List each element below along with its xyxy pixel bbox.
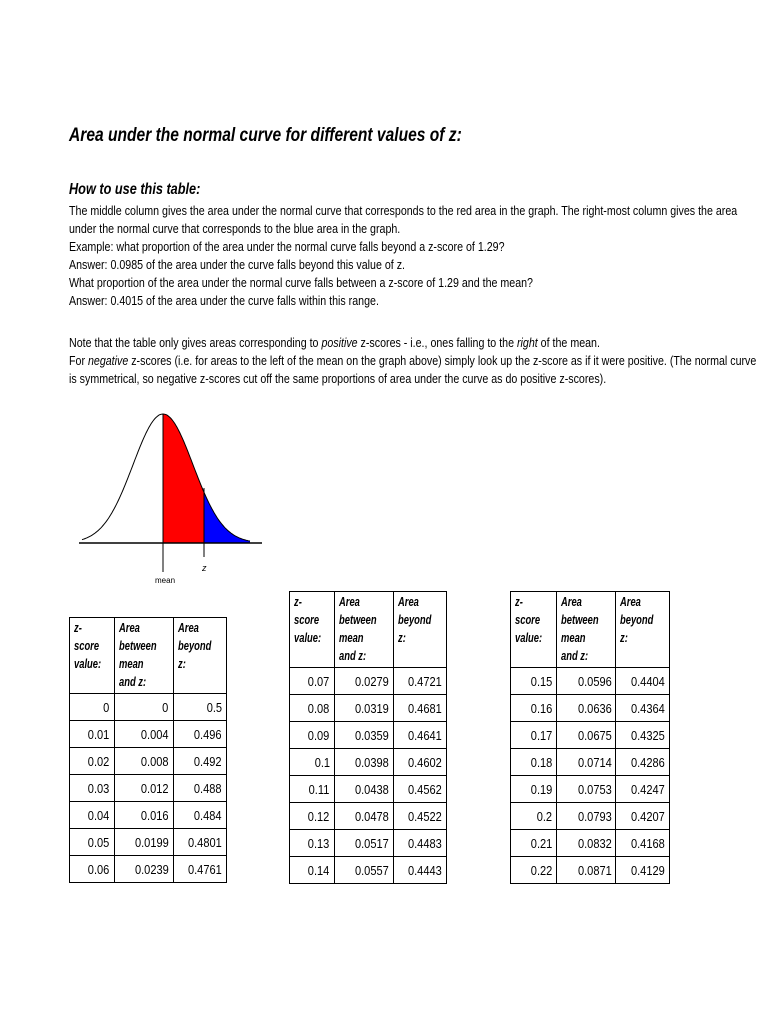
area-beyond-cell xyxy=(393,776,446,803)
zscore-cell xyxy=(511,830,557,857)
cell-value: 0.0557 xyxy=(354,862,389,878)
header-line: z-score xyxy=(74,620,100,653)
area-between-cell xyxy=(557,857,616,884)
header-line: z-score xyxy=(515,594,541,627)
table-row xyxy=(511,722,670,749)
area-between-column-header xyxy=(114,618,173,694)
cell-value: 0.0753 xyxy=(577,781,612,797)
area-between-cell xyxy=(114,775,173,802)
cell-value: 0.19 xyxy=(530,781,553,797)
cell-value: 0.4443 xyxy=(408,862,442,878)
cell-value: 0.01 xyxy=(88,726,110,742)
area-between-column-header xyxy=(334,592,393,668)
area-beyond-cell xyxy=(616,722,670,749)
cell-value: 0.4483 xyxy=(408,835,442,851)
header-line: and z: xyxy=(118,674,146,689)
cell-value: 0.008 xyxy=(141,753,169,769)
area-beyond-cell xyxy=(616,749,670,776)
area-between-cell xyxy=(557,722,616,749)
table-row xyxy=(70,721,227,748)
text-line xyxy=(69,352,756,370)
cell-value: 0.4207 xyxy=(631,808,665,824)
header-text xyxy=(339,593,383,665)
header-line: beyond xyxy=(177,638,212,653)
table-row xyxy=(70,748,227,775)
table-row xyxy=(290,668,447,695)
cell-value: 0.004 xyxy=(141,726,169,742)
header-line: mean xyxy=(338,630,364,645)
cell-value: 0.0871 xyxy=(577,862,612,878)
area-between-cell xyxy=(334,668,393,695)
table-row xyxy=(290,857,447,884)
header-text xyxy=(515,593,548,647)
header-line: beyond xyxy=(397,612,432,627)
zscore-cell xyxy=(290,668,335,695)
area-beyond-cell xyxy=(173,856,226,883)
zscore-column-header xyxy=(70,618,115,694)
zscore-column-header xyxy=(511,592,557,668)
area-between-cell xyxy=(334,749,393,776)
area-beyond-cell xyxy=(616,830,670,857)
cell-value: 0.12 xyxy=(308,808,330,824)
cell-value: 0.4404 xyxy=(631,673,665,689)
table-row xyxy=(290,749,447,776)
cell-value: 0.4522 xyxy=(408,808,442,824)
cell-value: 0.0832 xyxy=(577,835,612,851)
text-line: Example: what proportion of the area under the normal curve falls beyond a z-score of 1.29? xyxy=(69,239,505,254)
text-line: under the normal curve that corresponds to the blue area in the graph. xyxy=(69,221,401,236)
zscore-cell xyxy=(290,722,335,749)
cell-value: 0.4286 xyxy=(631,754,665,770)
cell-value: 0.4364 xyxy=(631,700,665,716)
cell-value: 0 xyxy=(162,699,169,715)
header-line: and z: xyxy=(338,648,366,663)
zscore-cell xyxy=(511,803,557,830)
text-segment: of the mean. xyxy=(537,335,600,350)
emphasis-text: positive xyxy=(321,335,358,350)
table-row xyxy=(511,695,670,722)
text-line xyxy=(69,334,756,352)
header-line: beyond xyxy=(620,612,654,627)
cell-value: 0.012 xyxy=(141,780,169,796)
header-text xyxy=(74,619,106,673)
cell-value: 0.496 xyxy=(194,726,222,742)
z-table-3 xyxy=(510,591,670,884)
zscore-cell xyxy=(290,830,335,857)
table-row xyxy=(511,857,670,884)
zscore-cell xyxy=(70,694,115,721)
area-between-cell xyxy=(114,802,173,829)
table-header-row xyxy=(290,592,447,668)
text-segment: z-scores (i.e. for areas to the left of the mean on the graph above) simply look up the z-score as if it were positive. (The normal curve xyxy=(128,353,757,368)
header-line: mean xyxy=(118,656,144,671)
area-beyond-cell xyxy=(173,802,226,829)
header-line: z: xyxy=(620,630,629,645)
text-line: The middle column gives the area under the normal curve that corresponds to the red area in the graph. The right-most column gives the area xyxy=(69,203,738,218)
area-between-cell xyxy=(334,695,393,722)
header-line: between xyxy=(561,612,599,627)
zscore-cell xyxy=(511,668,557,695)
area-beyond-cell xyxy=(616,668,670,695)
cell-value: 0.4641 xyxy=(408,727,442,743)
emphasis-text: negative xyxy=(87,353,129,368)
normal-curve-graph xyxy=(68,402,268,592)
area-between-cell xyxy=(114,721,173,748)
area-beyond-cell xyxy=(393,857,446,884)
header-line: between xyxy=(338,612,377,627)
area-beyond-cell xyxy=(173,748,226,775)
area-beyond-cell xyxy=(393,695,446,722)
header-line: Area xyxy=(177,620,199,635)
header-line: z-score xyxy=(294,594,320,627)
cell-value: 0.4325 xyxy=(631,727,665,743)
cell-value: 0.016 xyxy=(141,807,169,823)
header-line: and z: xyxy=(561,648,589,663)
section-heading: How to use this table: xyxy=(69,181,201,198)
zscore-cell xyxy=(70,775,115,802)
text-line: is symmetrical, so negative z-scores cut off the same proportions of area under the curve as do positive z-scores). xyxy=(69,371,607,386)
table-row xyxy=(290,695,447,722)
area-beyond-cell xyxy=(173,829,226,856)
cell-value: 0.02 xyxy=(88,753,110,769)
header-line: z: xyxy=(397,630,406,645)
header-line: Area xyxy=(397,594,419,609)
table-row xyxy=(70,856,227,883)
cell-value: 0.0319 xyxy=(354,700,389,716)
header-text xyxy=(398,593,437,647)
table-row xyxy=(70,775,227,802)
table-row xyxy=(511,776,670,803)
area-between-cell xyxy=(557,776,616,803)
area-between-column-header xyxy=(557,592,616,668)
table-row xyxy=(511,803,670,830)
area-beyond-cell xyxy=(393,668,446,695)
cell-value: 0.0636 xyxy=(577,700,612,716)
header-line: value: xyxy=(74,656,102,671)
cell-value: 0.4761 xyxy=(188,861,222,877)
area-beyond-cell xyxy=(616,803,670,830)
mean-label: mean xyxy=(155,576,176,585)
area-beyond-cell xyxy=(393,830,446,857)
cell-value: 0.4681 xyxy=(408,700,442,716)
area-between-cell xyxy=(334,803,393,830)
header-text xyxy=(119,619,163,691)
area-beyond-column-header xyxy=(393,592,446,668)
zscore-cell xyxy=(511,776,557,803)
cell-value: 0.0675 xyxy=(577,727,612,743)
cell-value: 0.09 xyxy=(308,727,330,743)
z-table-1 xyxy=(69,617,227,883)
beyond-z-area xyxy=(204,492,250,543)
area-between-cell xyxy=(334,722,393,749)
cell-value: 0.4562 xyxy=(408,781,442,797)
cell-value: 0.4129 xyxy=(631,862,665,878)
table-header-row xyxy=(511,592,670,668)
area-between-cell xyxy=(557,695,616,722)
area-beyond-column-header xyxy=(173,618,226,694)
header-line: mean xyxy=(561,630,586,645)
area-between-cell xyxy=(557,803,616,830)
cell-value: 0.05 xyxy=(88,834,110,850)
z-table-2 xyxy=(289,591,447,884)
table-header-row xyxy=(70,618,227,694)
cell-value: 0.18 xyxy=(530,754,553,770)
area-between-cell xyxy=(114,748,173,775)
table-row xyxy=(70,802,227,829)
area-beyond-cell xyxy=(173,721,226,748)
zscore-cell xyxy=(290,803,335,830)
cell-value: 0.22 xyxy=(530,862,553,878)
header-text xyxy=(178,619,217,673)
cell-value: 0.0239 xyxy=(134,861,169,877)
z-label: z xyxy=(202,563,207,573)
text-line: Answer: 0.0985 of the area under the curve falls beyond this value of z. xyxy=(69,257,405,272)
area-between-cell xyxy=(114,694,173,721)
table-row xyxy=(290,722,447,749)
header-text xyxy=(620,593,659,647)
table-row xyxy=(70,694,227,721)
area-beyond-column-header xyxy=(616,592,670,668)
table-row xyxy=(290,830,447,857)
zscore-cell xyxy=(511,749,557,776)
zscore-cell xyxy=(70,802,115,829)
zscore-cell xyxy=(290,749,335,776)
cell-value: 0.484 xyxy=(194,807,222,823)
cell-value: 0.06 xyxy=(88,861,110,877)
zscore-cell xyxy=(511,857,557,884)
cell-value: 0.03 xyxy=(88,780,110,796)
cell-value: 0.0279 xyxy=(354,673,389,689)
cell-value: 0.14 xyxy=(308,862,330,878)
table-row xyxy=(511,668,670,695)
cell-value: 0.1 xyxy=(314,754,330,770)
header-line: value: xyxy=(294,630,322,645)
header-line: Area xyxy=(561,594,582,609)
area-between-cell xyxy=(557,749,616,776)
zscore-cell xyxy=(290,695,335,722)
zscore-cell xyxy=(70,721,115,748)
header-text xyxy=(294,593,326,647)
zscore-cell xyxy=(70,829,115,856)
header-line: z: xyxy=(177,656,186,671)
cell-value: 0.0478 xyxy=(354,808,389,824)
cell-value: 0.21 xyxy=(530,835,553,851)
area-between-cell xyxy=(334,776,393,803)
header-line: Area xyxy=(338,594,360,609)
cell-value: 0.488 xyxy=(194,780,222,796)
header-line: value: xyxy=(515,630,543,645)
instructions-paragraph xyxy=(69,202,737,310)
area-beyond-cell xyxy=(616,776,670,803)
zscore-cell xyxy=(70,748,115,775)
area-between-cell xyxy=(557,668,616,695)
zscore-cell xyxy=(290,857,335,884)
area-between-cell xyxy=(334,857,393,884)
zscore-cell xyxy=(511,722,557,749)
area-beyond-cell xyxy=(393,803,446,830)
cell-value: 0.0793 xyxy=(577,808,612,824)
cell-value: 0.4801 xyxy=(188,834,222,850)
table-row xyxy=(290,803,447,830)
cell-value: 0.2 xyxy=(536,808,553,824)
page-title: Area under the normal curve for different values of z: xyxy=(69,125,462,146)
cell-value: 0.07 xyxy=(308,673,330,689)
area-beyond-cell xyxy=(393,722,446,749)
area-between-cell xyxy=(114,856,173,883)
area-beyond-cell xyxy=(616,695,670,722)
cell-value: 0.4168 xyxy=(631,835,665,851)
cell-value: 0.15 xyxy=(530,673,553,689)
header-line: Area xyxy=(620,594,642,609)
area-beyond-cell xyxy=(393,749,446,776)
cell-value: 0.11 xyxy=(308,781,330,797)
text-line: Answer: 0.4015 of the area under the curve falls within this range. xyxy=(69,293,379,308)
text-segment: z-scores - i.e., ones falling to the xyxy=(357,335,517,350)
cell-value: 0.0517 xyxy=(354,835,389,851)
cell-value: 0.13 xyxy=(308,835,330,851)
cell-value: 0.4721 xyxy=(408,673,442,689)
table-row xyxy=(511,749,670,776)
header-line: between xyxy=(118,638,157,653)
cell-value: 0.0398 xyxy=(354,754,389,770)
area-between-cell xyxy=(334,830,393,857)
area-between-cell xyxy=(114,829,173,856)
text-segment: For xyxy=(69,353,88,368)
cell-value: 0.0359 xyxy=(354,727,389,743)
cell-value: 0.4602 xyxy=(408,754,442,770)
text-line: What proportion of the area under the normal curve falls between a z-score of 1.29 and the mean? xyxy=(69,275,533,290)
table-row xyxy=(290,776,447,803)
zscore-cell xyxy=(70,856,115,883)
cell-value: 0.17 xyxy=(530,727,553,743)
cell-value: 0.16 xyxy=(530,700,553,716)
header-text xyxy=(561,593,605,665)
cell-value: 0 xyxy=(103,699,110,715)
cell-value: 0.0438 xyxy=(354,781,389,797)
cell-value: 0.04 xyxy=(88,807,110,823)
table-row xyxy=(511,830,670,857)
area-beyond-cell xyxy=(616,857,670,884)
area-between-cell xyxy=(557,830,616,857)
cell-value: 0.0714 xyxy=(577,754,612,770)
emphasis-text: right xyxy=(516,335,538,350)
note-paragraph xyxy=(69,334,756,388)
cell-value: 0.4247 xyxy=(631,781,665,797)
zscore-cell xyxy=(511,695,557,722)
cell-value: 0.0199 xyxy=(134,834,169,850)
cell-value: 0.5 xyxy=(206,699,222,715)
zscore-cell xyxy=(290,776,335,803)
table-row xyxy=(70,829,227,856)
cell-value: 0.08 xyxy=(308,700,330,716)
text-segment: Note that the table only gives areas corresponding to xyxy=(69,335,322,350)
zscore-column-header xyxy=(290,592,335,668)
cell-value: 0.0596 xyxy=(577,673,612,689)
area-beyond-cell xyxy=(173,694,226,721)
header-line: Area xyxy=(118,620,140,635)
cell-value: 0.492 xyxy=(194,753,222,769)
area-beyond-cell xyxy=(173,775,226,802)
